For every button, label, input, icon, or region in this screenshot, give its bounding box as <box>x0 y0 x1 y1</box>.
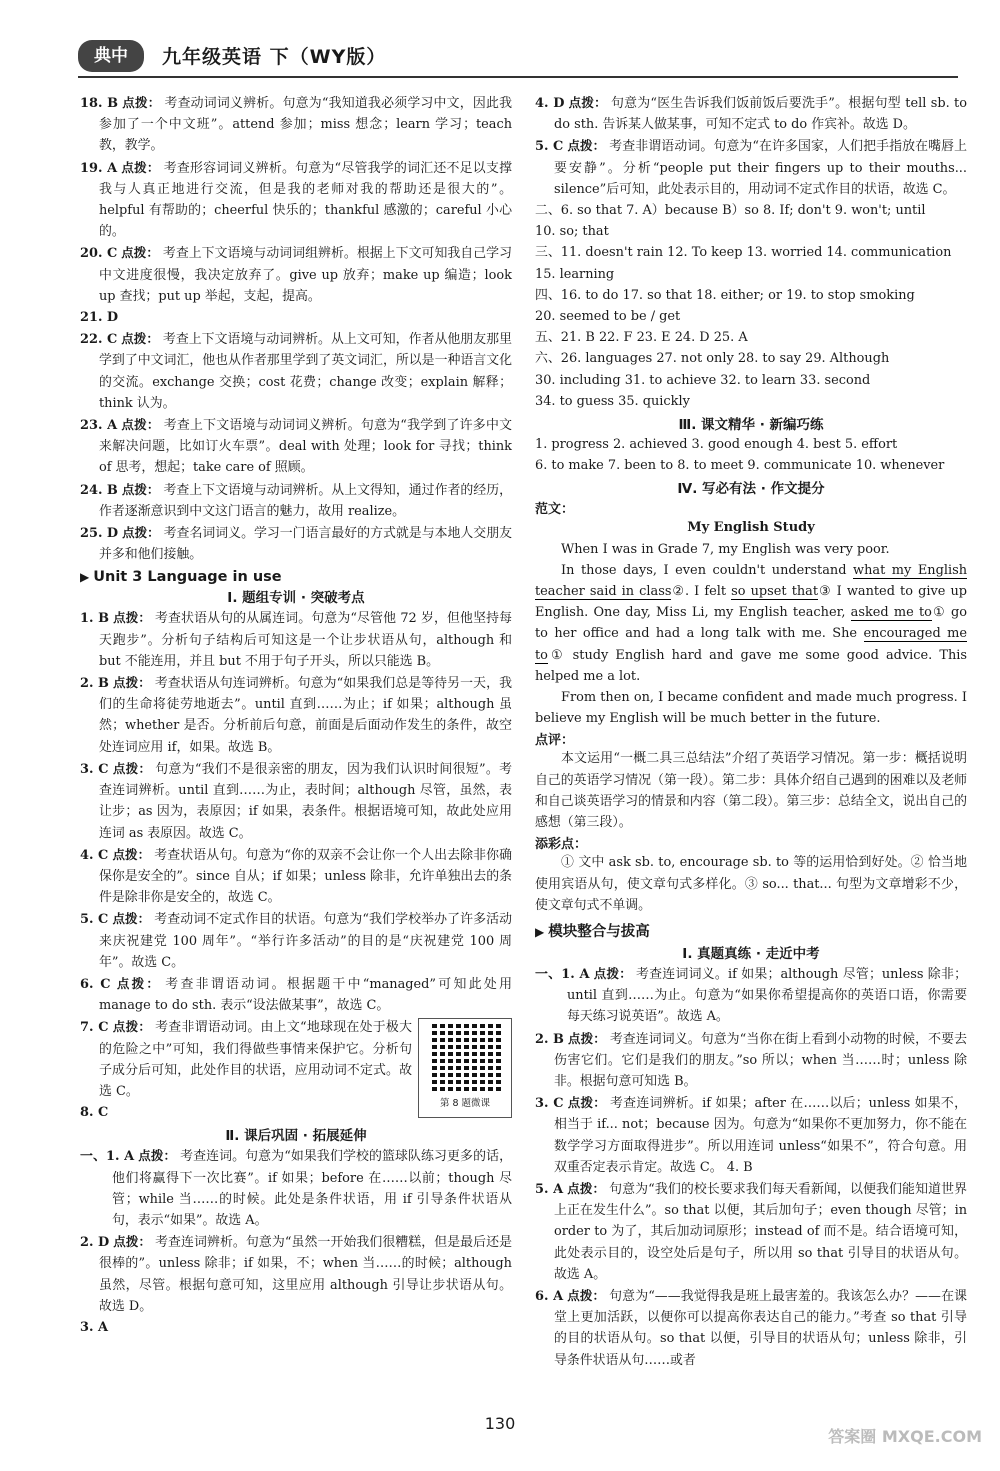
fill-answers-2b: 10. so; that <box>535 224 609 240</box>
unit-answer-1: 1. B 点拨： 考查状语从句的从属连词。句意为“尽管他 72 岁，但他坚持每天跑步”。分析句子结构后可知这是一个让步状语从句，although 和 but 不能连用，并且 but 不用于句子开头，所以只能选 B。 <box>80 610 513 669</box>
watermark: 答案圈 MXQE.COM <box>828 1427 982 1446</box>
triangle-icon: ▶ <box>80 570 90 585</box>
comment-label: 点评： <box>535 733 575 749</box>
fill-answers-4: 四、16. to do 17. so that 18. either; or 19. to stop smoking <box>535 287 915 303</box>
essay-para-1: When I was in Grade 7, my English was very poor. <box>561 541 890 557</box>
fill-answers-6c: 34. to guess 35. quickly <box>535 393 690 409</box>
exam-answer-5: 5. A 点拨： 句意为“我们的校长要求我们每天看新闻，以便我们能知道世界上正在发生什么”。so that 以便，其后加句子；even though 尽管；in order to 为了，其后加动词原形；instead of 而不是。结合语境可知，此处表示目的，设空处后是句子，所以用 so that 引导目的状语从句。故选 A。 <box>535 1180 967 1282</box>
answer-21: 21. D <box>80 310 119 326</box>
module-heading: ▶ 模块整合与拔高 <box>535 923 650 940</box>
unit-answer-5: 5. C 点拨： 考查动词不定式作目的状语。句意为“我们学校举办了许多活动来庆祝建党 100 周年”。“举行许多活动”的目的是“庆祝建党 100 周年”。故选 C。 <box>80 911 512 970</box>
answer-24: 24. B 点拨： 考查上下文语境与动词辨析。从上文得知，通过作者的经历，作者逐渐意识到中文这门语言的魅力，故用 realize。 <box>80 481 513 519</box>
fill-answers-3b: 15. learning <box>535 266 615 282</box>
triangle-icon: ▶ <box>535 924 545 939</box>
answer-18: 18. B 点拨： 考查动词词义辨析。句意为“我知道我必须学习中文，因此我参加了一个中文班”。attend 参加；miss 想念；learn 学习；teach 教，教学。 <box>80 95 513 154</box>
fill-answers-2: 二、6. so that 7. A）because B）so 8. If; don't 9. won't; until <box>535 203 926 219</box>
comment-text: 本文运用“一概二具三总结法”介绍了英语学习情况。第一步：概括说明自己的英语学习情况（第一段）。第二步：具体介绍自己遇到的困难以及老师和自己谈英语学习的情景和内容（第二段）。第三步：总结全文，说出自己的感想（第三段）。 <box>535 751 967 831</box>
page-header <box>78 32 958 78</box>
practice-answer-2: 2. D 点拨： 考查连词辨析。句意为“虽然一开始我们很糟糕，但是最后还是很棒的”。unless 除非；if 如果，不；when 当……的时候；although 虽然，尽管。根据句意可知，这里应用 although 引导让步状语从句。故选 D。 <box>80 1234 512 1314</box>
unit-heading: ▶ Unit 3 Language in use <box>80 569 282 586</box>
section-heading-5: Ⅰ. 真题真练 · 走近中考 <box>682 945 820 962</box>
fill-answers-3: 三、11. doesn't rain 12. To keep 13. worried 14. communication <box>535 245 952 261</box>
brand-logo: 典中 <box>78 40 144 72</box>
right-column <box>535 92 967 1371</box>
text-answers-b: 6. to make 7. been to 8. to meet 9. communicate 10. whenever <box>535 458 945 474</box>
left-column <box>80 92 512 1338</box>
exam-answer-6: 6. A 点拨： 句意为“——我觉得我是班上最害羞的。我该怎么办？——在课堂上更加活跃，以便你可以提高你表达自己的能力。”考查 so that 引导的目的状语从句。so that 以便，引导目的状语从句；unless 除非，引导条件状语从句……或者 <box>535 1287 967 1368</box>
fill-answers-4b: 20. seemed to be / get <box>535 309 681 325</box>
fill-answers-5: 五、21. B 22. F 23. E 24. D 25. A <box>535 330 748 346</box>
essay-para-2: In those days, I even couldn't understand what my English teacher said in class②. I felt so upset that③ I wanted to give up English. One day, Miss Li, my English teacher, asked me to① go to her office and had a long talk with me. She encouraged me to① study English hard and gave me some good advice. This helped me a lot. <box>535 562 968 684</box>
section-heading-2: Ⅱ. 课后巩固 · 拓展延伸 <box>225 1128 367 1145</box>
fill-answers-6: 六、26. languages 27. not only 28. to say 29. Although <box>535 351 890 367</box>
unit-answer-2: 2. B 点拨： 考查状语从句连词辨析。句意为“如果我们总是等待另一天，我们的生命将徒劳地逝去”。until 直到……为止；if 如果；although 虽然；whether 是否。分析前后句意，前面是后面动作发生的条件，故空处连词应用 if，如果。故选 B。 <box>80 675 512 755</box>
answer-20: 20. C 点拨： 考查上下文语境与动词词组辨析。根据上下文可知我自己学习中文进度很慢，我决定放弃了。give up 放弃；make up 编造；look up 查找；put up 举起，支起，提高。 <box>80 245 512 304</box>
practice-answer-3: 3. A <box>80 1319 108 1335</box>
unit-answer-8: 8. C <box>80 1105 109 1121</box>
qr-code-icon <box>429 1023 501 1091</box>
section-heading-3: Ⅲ. 课文精华 · 新编巧练 <box>678 417 824 434</box>
answer-22: 22. C 点拨： 考查上下文语境与动词辨析。从上文可知，作者从他朋友那里学到了中文词汇，他也从作者那里学到了英文词汇，所以是一种语言文化的交流。exchange 交换；cost 花费；change 改变；explain 解释；think 认为。 <box>80 331 512 411</box>
answer-19: 19. A 点拨： 考查形容词词义辨析。句意为“尽管我学的词汇还不足以支撑我与人真正地进行交流，但是我的老师对我的帮助还是很大的”。helpful 有帮助的；cheerful 快乐的；thankful 感激的；careful 小心的。 <box>80 159 512 240</box>
practice-answer-5: 5. C 点拨： 考查非谓语动词。句意为“在许多国家，人们把手指放在嘴唇上要安静”。分析“people put their fingers up to their mouths... silence”后可知，此处表示目的，用动词不定式作目的状语，故选 C。 <box>535 138 967 197</box>
highlight-text: ① 文中 ask sb. to, encourage sb. to 等的运用恰到好处。② 恰当地使用宾语从句，使文章句式多样化。③ so... that... 句型为文章增彩不少，使文章句式不单调。 <box>535 855 967 913</box>
text-answers-a: 1. progress 2. achieved 3. good enough 4. best 5. effort <box>535 437 898 453</box>
section-heading-4: Ⅳ. 写必有法 · 作文提分 <box>677 481 825 498</box>
book-title: 九年级英语 下（WY版） <box>162 46 387 68</box>
answer-25: 25. D 点拨： 考查名词词义。学习一门语言最好的方式就是与本地人交朋友并多和他们接触。 <box>80 525 512 563</box>
unit-answer-7: 7. C 点拨： 考查非谓语动词。由上文“地球现在处于极大的危险之中”可知，我们得做些事情来保护它。分析句子成分后可知，此处作目的状语，应用动词不定式。故选 C。 <box>80 1019 412 1099</box>
exam-answer-3: 3. C 点拨： 考查连词辨析。if 如果；after 在……以后；unless 如果不，相当于 if... not；because 因为。句意为“如果你不更加努力，你不能在数学学习方面取得进步”。所以用连词 unless“如果不”，符合句意。用双重否定表示肯定。故选 C。 4. B <box>535 1095 967 1175</box>
answer-23: 23. A 点拨： 考查上下文语境与动词词义辨析。句意为“我学到了许多中文来解决问题，比如订火车票”。deal with 处理；look for 寻找；think of 思考，想起；take care of 照顾。 <box>80 417 512 476</box>
essay-title: My English Study <box>687 520 815 536</box>
fill-answers-6b: 30. including 31. to achieve 32. to learn 33. second <box>535 372 871 388</box>
section-heading-1: Ⅰ. 题组专训 · 突破考点 <box>227 590 365 607</box>
highlight-label: 添彩点： <box>535 837 588 853</box>
qr-code[interactable] <box>418 1018 512 1118</box>
unit-answer-3: 3. C 点拨： 句意为“我们不是很亲密的朋友，因为我们认识时间很短”。考查连词辨析。until 直到……为止，表时间；although 尽管，虽然，表让步；as 因为，表原因；if 如果，表条件。根据语境可知，故此处应用连词 as 表原因。故选 C。 <box>80 760 512 841</box>
unit-answer-4: 4. C 点拨： 考查状语从句。句意为“你的双亲不会让你一个人出去除非你确保你是安全的”。since 自从；if 如果；unless 除非，允许单独出去的条件是除非你是安全的，故选 C。 <box>80 846 512 906</box>
sample-essay-label: 范文： <box>535 502 575 518</box>
practice-answer-4: 4. D 点拨： 句意为“医生告诉我们饭前饭后要洗手”。根据句型 tell sb. to do sth. 告诉某人做某事，可知不定式 to do 作宾补。故选 D。 <box>535 95 967 133</box>
exam-answer-2: 2. B 点拨： 考查连词词义。句意为“当你在街上看到小动物的时候，不要去伤害它们。它们是我们的朋友。”so 所以；when 当……时；unless 除非。根据句意可知选 B。 <box>535 1030 967 1089</box>
unit-answer-6: 6. C 点拨： 考查非谓语动词。根据题干中“managed”可知此处用 manage to do sth. 表示“设法做某事”，故选 C。 <box>80 975 512 1014</box>
page-number: 130 <box>484 1414 516 1433</box>
qr-caption: 第 8 题微课 <box>439 1098 491 1110</box>
exam-answer-1: 一、1. A 点拨： 考查连词词义。if 如果；although 尽管；unless 除非；until 直到……为止。句意为“如果你希望提高你的英语口语，你需要每天练习说英语”。故选 A。 <box>535 965 967 1025</box>
essay-para-3: From then on, I became confident and made much progress. I believe my English will be much better in the future. <box>535 690 967 727</box>
practice-answer-1: 一、1. A 点拨： 考查连词。句意为“如果我们学校的篮球队练习更多的话，他们将赢得下一次比赛”。if 如果；before 在……以前；though 尽管；while 当……的时候。此处是条件状语，用 if 引导条件状语从句，表示“如果”。故选 A。 <box>80 1148 512 1228</box>
